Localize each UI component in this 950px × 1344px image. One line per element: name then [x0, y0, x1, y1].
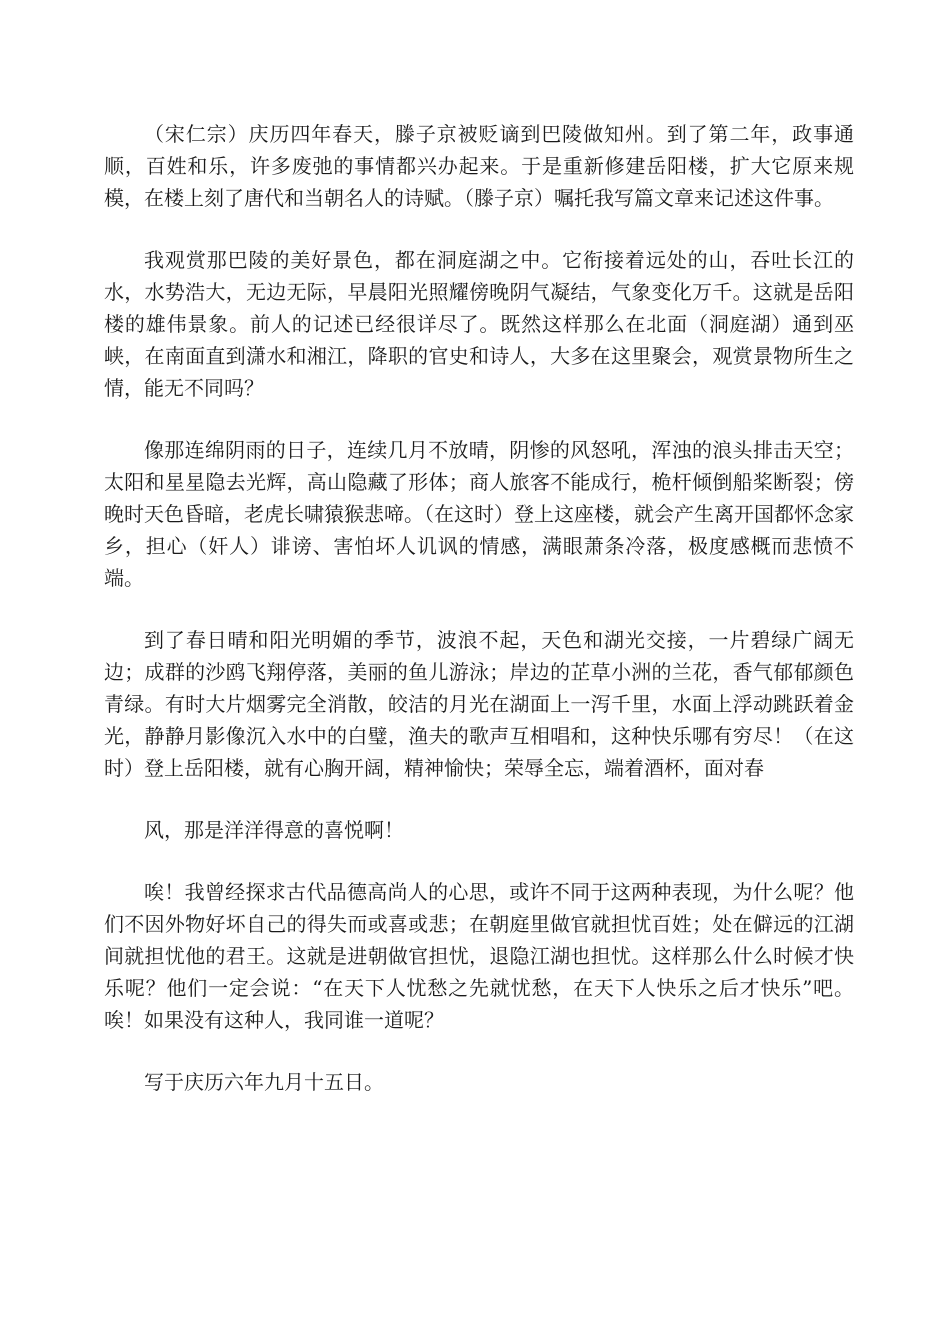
paragraph-1: （宋仁宗）庆历四年春天，滕子京被贬谪到巴陵做知州。到了第二年，政事通顺，百姓和乐，许多废弛的事情都兴办起来。于是重新修建岳阳楼，扩大它原来规模，在楼上刻了唐代和当朝名人的诗赋。（滕子京）嘱托我写篇文章来记述这件事。	[104, 122, 854, 210]
paragraph-2: 我观赏那巴陵的美好景色，都在洞庭湖之中。它衔接着远处的山，吞吐长江的水，水势浩大，无边无际，早晨阳光照耀傍晚阴气凝结，气象变化万千。这就是岳阳楼的雄伟景象。前人的记述已经很详尽了。既然这样那么在北面（洞庭湖）通到巫峡，在南面直到潇水和湘江，降职的官史和诗人，大多在这里聚会，观赏景物所生之情，能无不同吗？	[104, 248, 854, 400]
paragraph-5: 风，那是洋洋得意的喜悦啊！	[144, 818, 404, 842]
paragraph-4: 到了春日晴和阳光明媚的季节，波浪不起，天色和湖光交接，一片碧绿广阔无边；成群的沙鸥飞翔停落，美丽的鱼儿游泳；岸边的芷草小洲的兰花，香气郁郁颜色青绿。有时大片烟雾完全消散，皎洁的月光在湖面上一泻千里，水面上浮动跳跃着金光，静静月影像沉入水中的白璧，渔夫的歌声互相唱和，这种快乐哪有穷尽！（在这时）登上岳阳楼，就有心胸开阔，精神愉快；荣辱全忘，端着酒杯，面对春	[104, 628, 854, 780]
document-body	[104, 118, 854, 1098]
paragraph-7: 写于庆历六年九月十五日。	[144, 1070, 384, 1094]
paragraph-3: 像那连绵阴雨的日子，连续几月不放晴，阴惨的风怒吼，浑浊的浪头排击天空；太阳和星星隐去光辉，高山隐藏了形体；商人旅客不能成行，桅杆倾倒船桨断裂；傍晚时天色昏暗，老虎长啸猿猴悲啼。（在这时）登上这座楼，就会产生离开国都怀念家乡，担心（奸人）诽谤、害怕坏人讥讽的情感，满眼萧条冷落，极度感概而悲愤不端。	[104, 438, 854, 590]
paragraph-6: 唉！我曾经探求古代品德高尚人的心思，或许不同于这两种表现，为什么呢？他们不因外物好坏自己的得失而或喜或悲；在朝庭里做官就担忧百姓；处在僻远的江湖间就担忧他的君王。这就是进朝做官担忧，退隐江湖也担忧。这样那么什么时候才快乐呢？他们一定会说：“在天下人忧愁之先就忧愁，在天下人快乐之后才快乐”吧。唉！如果没有这种人，我同谁一道呢？	[104, 880, 854, 1032]
